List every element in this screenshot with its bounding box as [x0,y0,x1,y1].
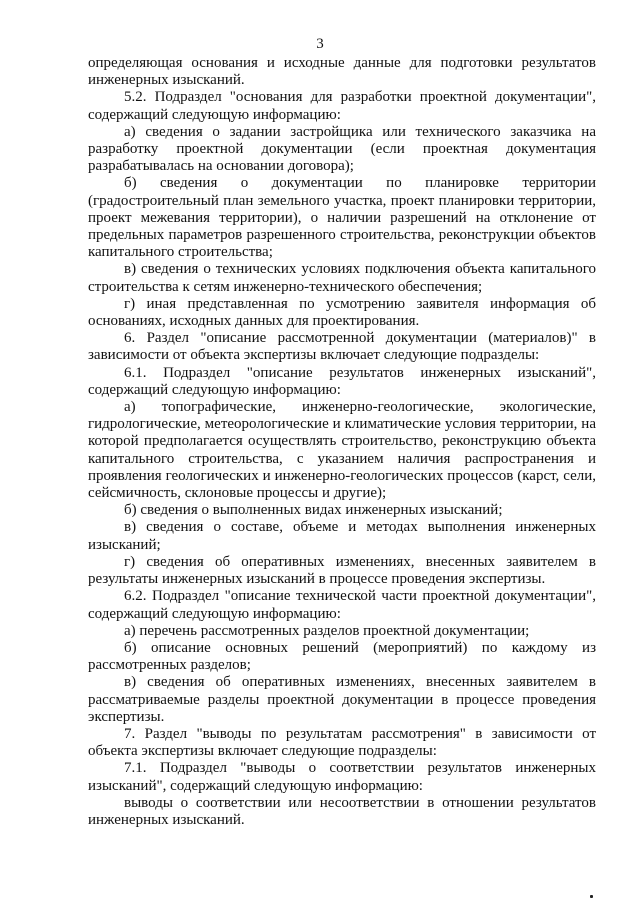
paragraph: г) сведения об оперативных изменениях, внесенных заявителем в результаты инженерных изысканий в процессе проведения экспертизы. [88,553,596,588]
paragraph: б) сведения о выполненных видах инженерных изысканий; [124,502,503,519]
page-number: 3 [316,36,324,52]
paragraph: 6. Раздел "описание рассмотренной документации (материалов)" в зависимости от объекта экспертизы включает следующие подразделы: [88,330,596,364]
paragraph: определяющая основания и исходные данные для подготовки результатов инженерных изысканий. [88,55,596,89]
paragraph: а) топографические, инженерно-геологические, экологические, гидрологические, метеорологические и климатические условия территории, на которой предполагается осуществлять строительство, реконструкцию объекта капитального строительства, с указанием наличия распространения и проявления геологических и инженерно-геологических процессов (карст, сели, сейсмичность, склоновые процессы и другие); [88,399,596,502]
paragraph: 7.1. Подраздел "выводы о соответствии результатов инженерных изысканий", содержащий следующую информацию: [88,760,596,794]
paragraph: 5.2. Подраздел "основания для разработки проектной документации", содержащий следующую информацию: [88,89,596,123]
paragraph: б) сведения о документации по планировке территории (градостроительный план земельного участка, проект планировки территории, проект межевания территории), о наличии разрешений на отклонение от предельных параметров разрешенного строительства, реконструкции объектов капитального строительства; [88,175,596,261]
paragraph: 6.1. Подраздел "описание результатов инженерных изысканий", содержащий следующую информацию: [88,364,596,398]
paragraph: 7. Раздел "выводы по результатам рассмотрения" в зависимости от объекта экспертизы включает следующие подразделы: [88,725,596,760]
paragraph: выводы о соответствии или несоответствии в отношении результатов инженерных изысканий. [88,794,596,828]
scan-speck [590,895,593,898]
paragraph: а) сведения о задании застройщика или технического заказчика на разработку проектной документации (если проектная документация разрабатывалась на основании договора); [88,123,596,175]
paragraph: б) описание основных решений (мероприятий) по каждому из рассмотренных разделов; [88,639,596,674]
document-body [88,55,596,829]
paragraph: г) иная представленная по усмотрению заявителя информация об основаниях, исходных данных для проектирования. [88,295,596,330]
paragraph: в) сведения о составе, объеме и методах выполнения инженерных изысканий; [88,519,596,553]
paragraph: 6.2. Подраздел "описание технической части проектной документации", содержащий следующую информацию: [88,588,596,622]
paragraph: а) перечень рассмотренных разделов проектной документации; [124,622,530,639]
paragraph: в) сведения об оперативных изменениях, внесенных заявителем в рассматриваемые разделы проектной документации в процессе проведения экспертизы. [88,674,596,725]
paragraph: в) сведения о технических условиях подключения объекта капитального строительства к сетям инженерно-технического обеспечения; [88,261,596,295]
